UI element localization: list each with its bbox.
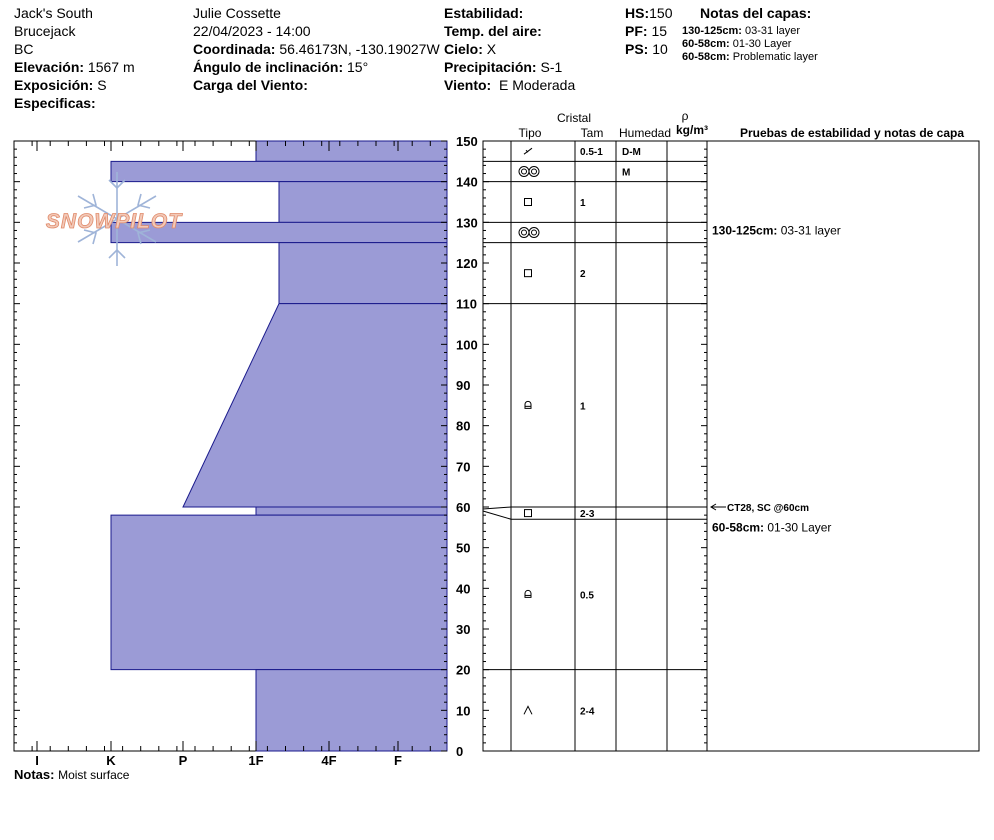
density-axis (483, 141, 707, 751)
depth-tick-label: 60 (456, 500, 471, 515)
col-header-tam: Tam (580, 126, 604, 140)
hardness-tick-label: K (106, 753, 116, 768)
moisture-cell: D-M (622, 147, 641, 159)
icon-stroke (524, 148, 532, 154)
icon-stroke (525, 590, 531, 597)
depth-tick-label: 50 (456, 540, 471, 556)
stability-label: Estabilidad: (444, 5, 524, 21)
depth-tick-label: 150 (456, 134, 478, 149)
wind-value: E Moderada (498, 77, 576, 93)
col-header-rho: ρ (681, 109, 689, 123)
icon-stroke (522, 230, 527, 235)
hardness-tick-label: F (394, 753, 402, 768)
table-cells (519, 147, 641, 717)
hardness-layer-bar (111, 161, 447, 181)
hardness-layer-bar (256, 141, 447, 161)
notes-row (14, 766, 129, 784)
precip-label: Precipitación: (444, 59, 537, 75)
layer-annotation-text: 03-31 layer (780, 223, 841, 238)
test-result: CT28, SC @60cm (727, 503, 810, 514)
observer-name: Julie Cossette (193, 5, 281, 21)
rounded-faceted-icon (525, 590, 531, 597)
depth-tick-label: 0 (456, 744, 464, 759)
rounded-faceted-icon (525, 401, 531, 408)
table-rows (483, 141, 707, 670)
depth-tick-label: 20 (456, 662, 471, 678)
hardness-tick-label: 1F (248, 753, 264, 768)
grain-size-cell: 2-3 (580, 509, 595, 521)
layer-annotation (712, 223, 841, 237)
location-name: Jack's South (14, 5, 93, 21)
faceted-icon (525, 199, 532, 206)
icon-stroke (532, 169, 537, 174)
col-header-tests: Pruebas de estabilidad y notas de capa (739, 126, 965, 140)
icon-stroke (529, 228, 539, 238)
notes-text: Moist surface (58, 768, 130, 782)
depth-tick-label: 40 (456, 581, 471, 597)
icon-stroke (532, 230, 537, 235)
icon-stroke (525, 270, 532, 277)
slope-value: 15° (347, 59, 369, 75)
melt-freeze-icon (519, 228, 539, 238)
layer-table (483, 141, 979, 751)
moisture-cell: M (622, 167, 631, 179)
range-name: Brucejack (14, 23, 76, 39)
depth-hoar-icon (524, 706, 532, 714)
depth-tick-label: 130 (456, 215, 478, 231)
layer-note-text: 03-31 layer (745, 25, 801, 37)
layer-note-range: 130-125cm: (682, 25, 742, 37)
pf-value: 15 (651, 23, 668, 39)
layer-annotation (712, 520, 831, 534)
hardness-layer-bar (279, 243, 447, 304)
depth-tick-label: 140 (456, 174, 478, 190)
hardness-layer-bar (279, 182, 447, 223)
wind-load-label: Carga del Viento: (193, 77, 308, 93)
grain-size-cell: 1 (580, 401, 586, 413)
hs-label: HS: (625, 5, 650, 21)
notes-label: Notas: (14, 767, 55, 782)
hardness-layer-bar (256, 670, 447, 751)
precip-value: S-1 (540, 59, 563, 75)
icon-stroke (525, 510, 532, 517)
icon-stroke (522, 169, 527, 174)
pf-label: PF: (625, 23, 648, 39)
col-header-density-unit: kg/m³ (675, 123, 709, 137)
slope-label: Ángulo de inclinación: (193, 59, 344, 75)
col-header-humedad: Humedad (618, 126, 672, 140)
hardness-tick-label: I (35, 753, 39, 768)
icon-stroke (519, 167, 529, 177)
icon-stroke (524, 706, 532, 714)
icon-stroke (519, 228, 529, 238)
grain-size-cell: 2 (580, 269, 586, 281)
sky-label: Cielo: (444, 41, 483, 57)
col-header-tipo: Tipo (518, 126, 542, 140)
layer-annotation-range: 60-58cm: (712, 520, 768, 535)
layer-annotation-text: 01-30 Layer (767, 520, 832, 535)
icon-stroke (525, 401, 531, 408)
hardness-tick-label: P (178, 753, 188, 768)
faceted-icon (525, 510, 532, 517)
icon-stroke (525, 199, 532, 206)
depth-tick-label: 10 (456, 703, 471, 719)
layer-note-text: 01-30 Layer (732, 38, 792, 50)
layer-annotation-range: 130-125cm: (712, 223, 781, 238)
icon-stroke (529, 167, 539, 177)
observation-datetime: 22/04/2023 - 14:00 (193, 23, 311, 39)
elevation-value: 1567 m (87, 59, 135, 75)
aspect-label: Exposición: (14, 77, 94, 93)
sky-value: X (486, 41, 497, 57)
ps-label: PS: (625, 41, 649, 57)
decomposing-icon (524, 148, 532, 154)
depth-tick-label: 80 (456, 418, 471, 434)
layer-boundary (483, 511, 707, 519)
col-header-cristal: Cristal (556, 111, 592, 125)
grain-size-cell: 1 (580, 198, 586, 209)
layer-notes-title-text: Notas del capas: (700, 5, 812, 21)
grain-size-cell: 0.5 (580, 590, 594, 602)
tests-column (711, 223, 841, 534)
hs-value: 150 (649, 5, 673, 21)
coord-label: Coordinada: (193, 41, 276, 57)
layer-note-text: Problematic layer (732, 51, 818, 63)
hardness-layer-bar (256, 507, 447, 515)
hardness-layer-bar (111, 515, 447, 670)
wind-label: Viento: (444, 77, 492, 93)
depth-tick-label: 30 (456, 622, 471, 637)
faceted-icon (525, 270, 532, 277)
hardness-layer-bar (183, 304, 447, 507)
layer-note-range: 60-58cm: (682, 51, 730, 63)
depth-tick-label: 100 (456, 337, 478, 353)
logo-text: SNOWPILOT (45, 210, 183, 233)
layer-note-range: 60-58cm: (682, 38, 730, 50)
state-name: BC (14, 41, 34, 57)
depth-tick-label: 70 (456, 459, 471, 475)
layer-boundary (483, 507, 707, 509)
aspect-value: S (97, 77, 107, 93)
air-temp-label: Temp. del aire: (444, 23, 542, 39)
specifics-label: Especificas: (14, 95, 96, 111)
elevation-label: Elevación: (14, 59, 85, 75)
grain-size-cell: 2-4 (580, 706, 595, 718)
hardness-tick-label: 4F (321, 753, 337, 768)
depth-tick-label: 90 (456, 378, 471, 393)
ps-value: 10 (652, 41, 668, 57)
depth-tick-label: 120 (456, 256, 478, 271)
melt-freeze-icon (519, 167, 539, 177)
coord-value: 56.46173N, -130.19027W (279, 41, 440, 57)
grain-size-cell: 0.5-1 (580, 147, 603, 159)
snowpilot-logo (46, 172, 183, 266)
depth-tick-label: 110 (456, 296, 477, 312)
